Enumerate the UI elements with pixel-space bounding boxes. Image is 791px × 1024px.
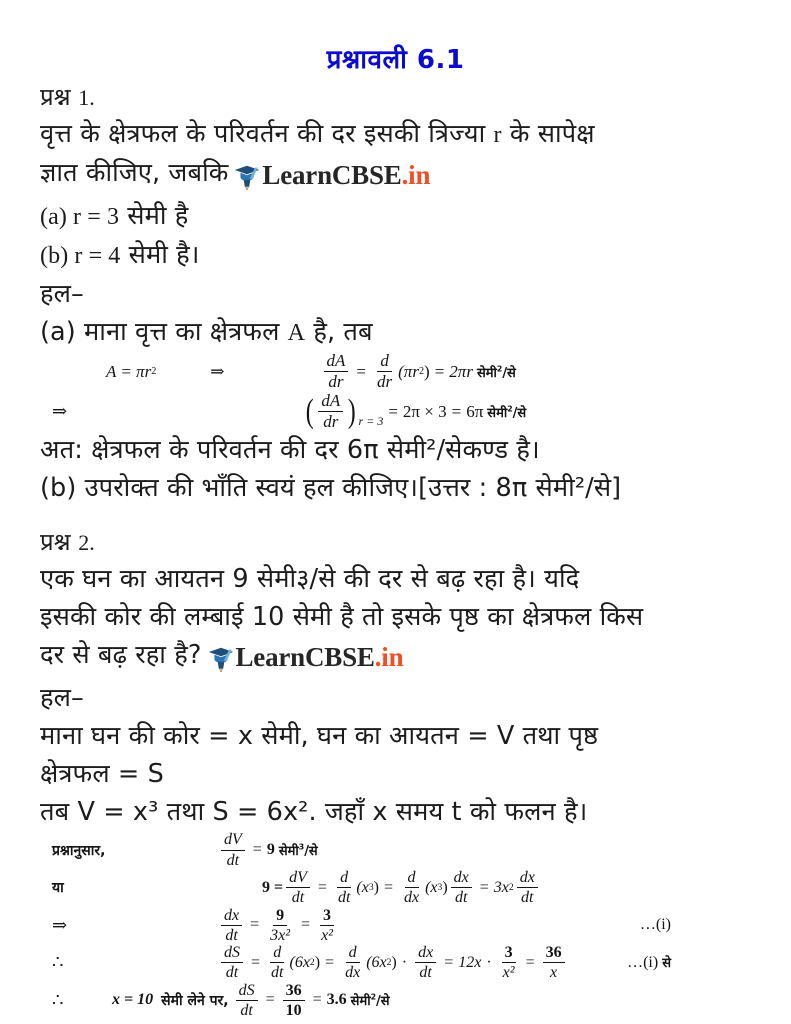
q1-stmt-2: ज्ञात कीजिए, जबकि: [40, 158, 229, 188]
q2-m2-eq1: =: [317, 878, 327, 896]
question-1-part-b-note: (b) उपरोक्त की भाँति स्वयं हल कीजिए।[उत्तर : 8π सेमी²/से]: [40, 473, 622, 504]
q2-m5-cond-hin: सेमी लेने पर,: [161, 992, 229, 1009]
q2-m2-eq3: =: [479, 878, 489, 896]
q2-m4-eq2: =: [325, 953, 335, 971]
q1-m1-expr: (πr: [398, 361, 419, 381]
q1-m2-eq1: =: [388, 401, 398, 421]
q2-m4-lead: ∴: [52, 952, 64, 973]
q1-opt-b-unit: सेमी है।: [128, 240, 200, 270]
learncbse-watermark: [232, 156, 430, 197]
q1-m1-frac-dA-dr: $\frac{dA}{dr}$: [324, 352, 349, 392]
question-1-statement-line-1: [40, 115, 757, 154]
q2-m1-unit: सेमी$^3$/से: [278, 842, 318, 860]
q2-m5-cond: x = 10: [112, 991, 154, 1009]
q1-m2-rhs2: 6π: [466, 401, 484, 421]
q1-opt-a-unit: सेमी है: [127, 201, 189, 231]
q2-m5-result: 3.6: [326, 991, 347, 1009]
q2-m4-dot: ·: [401, 953, 408, 971]
question-1-solution-a-intro: [40, 313, 757, 352]
q2-m2-t1: (x: [356, 878, 369, 896]
q2-m1-value: 9: [266, 841, 275, 859]
q2-math-row-1: [52, 831, 757, 869]
question-1-math-block: [40, 352, 757, 431]
q1-stmt-1a: वृत्त के क्षेत्रफल के परिवर्तन की दर इसकी त्रिज्या: [40, 119, 486, 149]
q2-m4-frac-36-x: $\frac{36}{x}$: [543, 944, 565, 982]
q1-stmt-var-r: r: [493, 122, 502, 148]
q2-m1-frac-dV-dt: $\frac{dV}{dt}$: [221, 831, 245, 869]
q1-opt-b-expr: (b) r = 4: [40, 243, 121, 269]
q2-m2-frac-d-dt: $\frac{d}{dt}$: [337, 868, 351, 907]
question-1-option-b: [40, 236, 757, 275]
q2-m5-lead: ∴: [52, 989, 64, 1010]
q2-stmt-3: दर से बढ़ रहा है?: [40, 640, 202, 671]
q2-m3-frac-dx-dt: $\frac{dx}{dt}$: [221, 907, 242, 945]
question-2-label-text: प्रश्न: [40, 528, 71, 557]
q1-m2-frac-dA-dr: $\frac{dA}{dr}$: [318, 392, 343, 432]
q1-m2-subscript: r = 3: [358, 414, 384, 429]
q2-m4-frac-dS-dt: $\frac{dS}{dt}$: [221, 944, 243, 982]
q2-m4-eq1: =: [251, 953, 261, 971]
q2-m5-frac-dS-dt: $\frac{dS}{dt}$: [236, 982, 258, 1020]
left-paren-icon: (: [305, 392, 314, 430]
q1-math-row-1: A = πr 2 ⇒ $\frac{dA}{dr}$ = $\frac{d}{dr}$ (πr 2 ) = 2πr सेमी$^2$/से: [106, 351, 516, 392]
q2-m4-t1: (6x: [289, 953, 310, 971]
graduation-cap-pencil-icon: [206, 644, 236, 674]
q1-math-row-2: [52, 392, 757, 432]
q2-math-row-3: [52, 907, 757, 945]
q2-m2-eq2: =: [383, 878, 393, 896]
q1-m1-eq2: =: [434, 361, 445, 381]
q1-sol-a-post: है, तब: [313, 317, 373, 347]
q1-m1-eq1: =: [356, 361, 367, 381]
learncbse-watermark-2: [206, 638, 404, 679]
q1-m1-result: 2πr: [449, 361, 473, 381]
question-1-option-a: [40, 197, 757, 236]
q1-m2-arrow: ⇒: [52, 401, 68, 422]
watermark-brand: LearnCBSE: [235, 642, 375, 673]
question-2-statement-line-3: [40, 636, 757, 679]
q2-m4-frac-dx-dt: $\frac{dx}{dt}$: [415, 944, 436, 982]
q2-m1-eq: =: [252, 841, 262, 859]
document-body: [0, 80, 791, 1019]
q2-m4-eq3: =: [444, 953, 454, 971]
page-title: प्रश्नावली 6.1: [326, 45, 465, 75]
q2-m3-eq1: =: [250, 916, 260, 934]
q2-m2-frac-dV-dt: $\frac{dV}{dt}$: [286, 869, 310, 907]
question-2-solution-line-1: माना घन की कोर = x सेमी, घन का आयतन = V तथा पृष्ठ: [40, 721, 599, 752]
q2-math-row-5: [52, 982, 757, 1020]
q2-m2-res: 3x: [493, 878, 509, 896]
question-2-solution-label: हल–: [40, 683, 84, 714]
q2-m4-dot2: ·: [486, 953, 492, 971]
q2-m4-eqref: …(i) से: [627, 954, 671, 972]
q2-m3-lead: ⇒: [52, 914, 68, 935]
q1-stmt-1b: के सापेक्ष: [509, 119, 595, 149]
q2-m2-frac-dx-dt: $\frac{dx}{dt}$: [451, 869, 472, 907]
q1-m2-paren-group: [304, 392, 383, 432]
q2-m3-eqref: …(i): [639, 916, 671, 934]
question-1-statement-line-2: [40, 154, 757, 197]
question-2-math-block: [40, 831, 757, 1019]
question-2-statement-line-2: इसकी कोर की लम्बाई 10 सेमी है तो इसके पृष्ठ का क्षेत्रफल किस: [40, 602, 644, 633]
watermark-brand: LearnCBSE: [262, 160, 402, 190]
question-2-label: [40, 525, 757, 560]
question-2-number: 2.: [78, 530, 95, 556]
q2-m1-lead: प्रश्नानुसार,: [52, 842, 106, 859]
question-1-label: [40, 80, 757, 115]
q1-m1-unit: सेमी$^2$/से: [476, 364, 516, 381]
q2-m5-eq1: =: [265, 991, 275, 1009]
right-paren-icon: ): [347, 392, 356, 430]
q2-m2-frac-d-dx: $\frac{d}{dx}$: [403, 868, 420, 907]
q1-sol-a-pre: (a) माना वृत्त का क्षेत्रफल: [40, 317, 280, 347]
q2-m3-frac-3-x2: $\frac{3}{\text{x²}}$: [321, 906, 333, 944]
q2-m5-unit: सेमी$^2$/से: [350, 993, 390, 1010]
q2-m3-eq2: =: [301, 916, 311, 934]
q2-m4-t2: (6x: [366, 953, 387, 971]
q1-m2-rhs1: 2π × 3: [402, 401, 447, 421]
q2-m2-t2: (x: [425, 878, 438, 896]
q2-m2-start: 9 =: [262, 878, 284, 896]
q2-m4-frac-d-dt: $\frac{d}{dt}$: [271, 944, 284, 982]
q2-m5-frac-36-10: $\frac{36}{10}$: [283, 982, 305, 1020]
q1-m1-lhs: A = πr: [106, 361, 152, 381]
q2-m2-lead: या: [52, 880, 64, 897]
question-2-statement-line-1: एक घन का आयतन 9 सेमी३/से की दर से बढ़ रहा है। यदि: [40, 564, 580, 595]
q1-m1-frac-d-dr: $\frac{d}{dr}$: [377, 351, 393, 392]
q1-m1-expr-close: ): [424, 361, 430, 381]
q2-m5-eq2: =: [312, 991, 322, 1009]
question-1-solution-label: हल–: [40, 279, 84, 309]
q2-m4-frac-3-x2: $\frac{3}{\text{x²}}$: [502, 944, 515, 982]
question-1-label-text: प्रश्न: [40, 83, 71, 111]
q1-sol-a-var-A: A: [287, 320, 306, 346]
q2-m4-frac-d-dx: $\frac{d}{dx}$: [345, 944, 361, 982]
q2-math-row-2: या 9 = $\frac{dV}{dt}$ = $\frac{d}{dt}$ (x 3 ) = $\frac{d}{dx}$ (x 3 ) $\frac{dx}{dt}$ = 3x 2 $\frac{dx}{dt}$: [52, 869, 757, 907]
q2-math-row-4: ∴ $\frac{dS}{dt}$ = $\frac{d}{dt}$ (6x 2 ) = $\frac{d}{dx}$ (6x 2 ) · $\frac{dx}{dt}$ = 12x · $\frac{3}{\text{x²}}$ = $\frac{36}{x}$ …(i) से: [52, 944, 757, 982]
question-1-conclusion: अत: क्षेत्रफल के परिवर्तन की दर 6π सेमी²/सेकण्ड है।: [40, 435, 540, 466]
q1-m2-eq2: =: [451, 401, 462, 421]
section-spacer: [40, 507, 757, 525]
q1-opt-a-expr: (a) r = 3: [40, 204, 120, 230]
watermark-tld: .in: [401, 160, 431, 190]
q2-m4-eq4: =: [525, 953, 535, 971]
question-2-solution-line-2: क्षेत्रफल = S: [40, 759, 164, 790]
q2-m2-frac-dx-dt-2: $\frac{dx}{dt}$: [517, 869, 538, 907]
question-1-number: 1.: [78, 85, 95, 110]
q1-m1-arrow: ⇒: [210, 361, 225, 381]
question-2-solution-line-3: तब V = x³ तथा S = 6x². जहाँ x समय t को फलन है।: [40, 797, 588, 828]
q2-m4-res: 12x: [458, 953, 482, 971]
graduation-cap-pencil-icon: [232, 162, 262, 192]
q2-m3-frac-9-3x2: $\frac{9}{\text{3x²}}$: [270, 906, 291, 944]
q1-m2-unit: सेमी$^2$/से: [487, 404, 527, 421]
watermark-tld: .in: [374, 642, 404, 673]
